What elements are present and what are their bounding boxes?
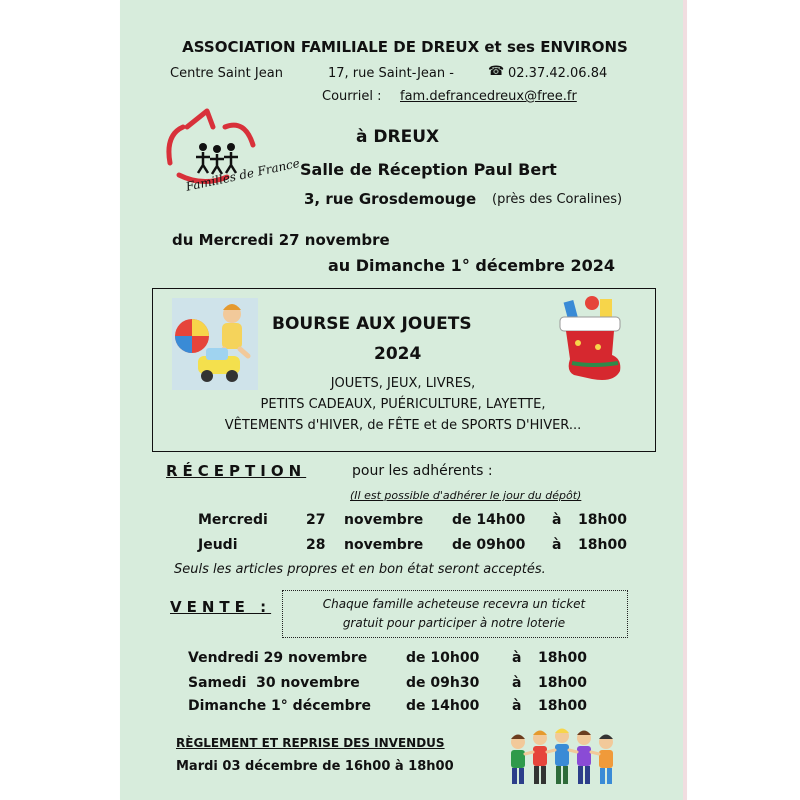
reception-day: Mercredi [198, 512, 268, 528]
reception-month: novembre [344, 512, 424, 528]
phone-icon: ☎ [488, 64, 505, 79]
vente-day: Vendredi 29 novembre [188, 650, 368, 666]
reception-to: 18h00 [578, 512, 627, 528]
address: 17, rue Saint-Jean - [328, 66, 454, 81]
phone-number: 02.37.42.06.84 [508, 66, 608, 81]
reception-month: novembre [344, 537, 424, 553]
reception-date: 27 [306, 512, 326, 528]
familles-de-france-logo [165, 105, 280, 215]
logo-text: Familles de France [184, 156, 301, 194]
event-item-2: PETITS CADEAUX, PUÉRICULTURE, LAYETTE, [260, 397, 546, 412]
hall-name: Salle de Réception Paul Bert [300, 160, 557, 179]
vente-a: à [512, 650, 522, 666]
event-item-3: VÊTEMENTS d'HIVER, de FÊTE et de SPORTS D'HIVER... [224, 418, 582, 433]
email-link[interactable]: fam.defrancedreux@free.fr [400, 89, 577, 104]
reception-to: 18h00 [578, 537, 627, 553]
date-to: au Dimanche 1° décembre 2024 [328, 256, 615, 275]
street: 3, rue Grosdemouge [304, 190, 477, 208]
paper-edge [683, 0, 687, 800]
date-from: du Mercredi 27 novembre [172, 231, 390, 249]
children-group-illustration [502, 722, 626, 790]
reception-a: à [552, 537, 562, 553]
reception-date: 28 [306, 537, 326, 553]
event-year: 2024 [374, 344, 422, 364]
christmas-stocking-illustration [552, 293, 632, 385]
reglement-date: Mardi 03 décembre de 16h00 à 18h00 [176, 759, 454, 774]
reception-subtitle: pour les adhérents : [352, 463, 493, 479]
vente-to: 18h00 [538, 650, 587, 666]
vente-day: Dimanche 1° décembre [188, 698, 371, 714]
reception-day: Jeudi [198, 537, 238, 553]
vente-from: de 14h00 [406, 698, 480, 714]
ticket-line-2: gratuit pour participer à notre loterie [342, 616, 566, 630]
vente-a: à [512, 675, 522, 691]
reception-note: (Il est possible d'adhérer le jour du dépôt) [350, 489, 582, 502]
association-name: ASSOCIATION FAMILIALE DE DREUX et ses ENVIRONS [182, 38, 628, 56]
near: (près des Coralines) [492, 192, 623, 207]
reglement-heading: RÈGLEMENT ET REPRISE DES INVENDUS [176, 736, 445, 750]
event-title: BOURSE AUX JOUETS [272, 314, 472, 334]
email-label: Courriel : [322, 89, 382, 104]
centre-name: Centre Saint Jean [170, 66, 283, 81]
vente-to: 18h00 [538, 675, 587, 691]
reception-from: de 14h00 [452, 512, 526, 528]
city: à DREUX [356, 127, 440, 147]
event-item-1: JOUETS, JEUX, LIVRES, [330, 376, 476, 391]
vente-a: à [512, 698, 522, 714]
reception-heading: RÉCEPTION [166, 462, 307, 480]
vente-from: de 09h30 [406, 675, 480, 691]
vente-to: 18h00 [538, 698, 587, 714]
vente-heading: VENTE : [170, 598, 272, 616]
ticket-line-1: Chaque famille acheteuse recevra un ticket [322, 597, 586, 611]
vente-day: Samedi 30 novembre [188, 675, 360, 691]
reception-condition: Seuls les articles propres et en bon état seront acceptés. [174, 562, 546, 577]
reception-a: à [552, 512, 562, 528]
vente-from: de 10h00 [406, 650, 480, 666]
reception-from: de 09h00 [452, 537, 526, 553]
